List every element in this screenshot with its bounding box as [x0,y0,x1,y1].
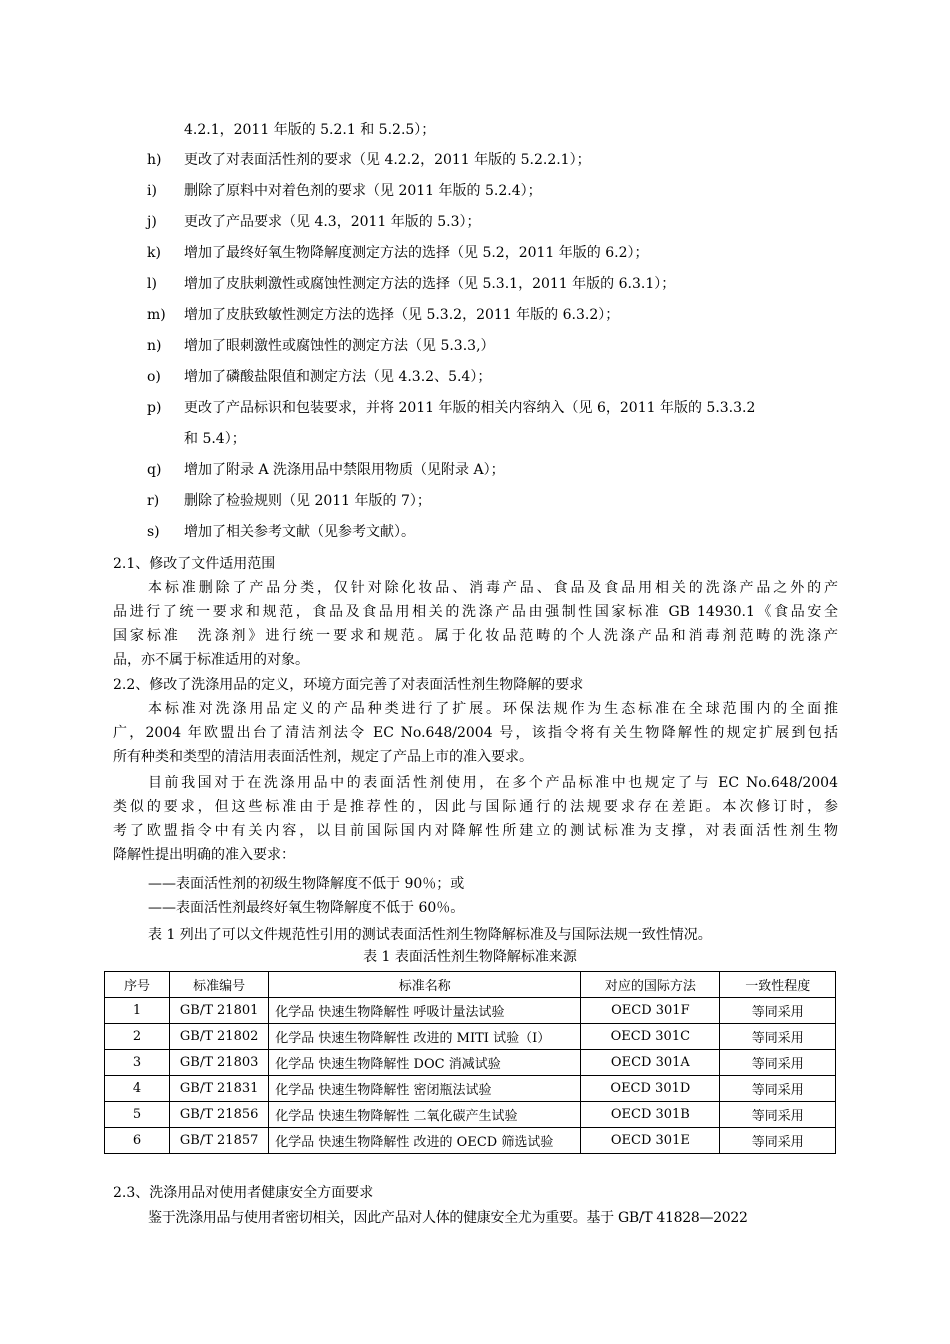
table-header-cell: 标准名称 [269,972,581,998]
paragraph-line: 本标准对洗涤用品定义的产品种类进行了扩展。环保法规作为生态标准在全球范围内的全面推 [148,701,838,717]
requirement-bullet: ——表面活性剂最终好氧生物降解度不低于 60％。 [148,900,465,916]
list-item-text: 增加了皮肤致敏性测定方法的选择（见 5.3.2，2011 年版的 6.3.2）； [184,307,620,323]
list-item-label: p) [147,400,162,416]
table-header-cell: 一致性程度 [720,972,836,998]
table-cell: 等同采用 [720,1128,836,1154]
paragraph-line: 目前我国对于在洗涤用品中的表面活性剂使用，在多个产品标准中也规定了与 EC No.648/2004 [148,775,838,791]
list-item-text: 增加了相关参考文献（见参考文献）。 [184,524,415,540]
section-heading-2-1: 2.1、修改了文件适用范围 [113,556,276,572]
table-row [105,998,836,1024]
paragraph-line: 类似的要求，但这些标准由于是推荐性的，因此与国际通行的法规要求存在差距。本次修订时，参 [113,799,838,815]
paragraph-line: 广，2004 年欧盟出台了清洁剂法令 EC No.648/2004 号，该指令将有关生物降解性的规定扩展到包括 [113,725,838,741]
table-cell: 化学品 快速生物降解性 二氧化碳产生试验 [269,1102,581,1128]
section-heading-2-3: 2.3、洗涤用品对使用者健康安全方面要求 [113,1185,374,1201]
table-cell: GB/T 21831 [170,1076,269,1102]
table-row [105,1024,836,1050]
paragraph-line: 降解性提出明确的准入要求： [113,847,295,863]
list-continuation: 4.2.1，2011 年版的 5.2.1 和 5.2.5）； [184,122,436,138]
list-item-label: m) [147,307,166,323]
table-cell: 6 [105,1128,170,1154]
section-heading-2-2: 2.2、修改了洗涤用品的定义，环境方面完善了对表面活性剂生物降解的要求 [113,677,584,693]
table-cell: OECD 301A [581,1050,720,1076]
list-item-label: l) [147,276,157,292]
list-item-text: 更改了产品要求（见 4.3，2011 年版的 5.3）； [184,214,481,230]
table-cell: GB/T 21803 [170,1050,269,1076]
table-cell: 化学品 快速生物降解性 改进的 OECD 筛选试验 [269,1128,581,1154]
table-row [105,1102,836,1128]
list-item-label: h) [147,152,162,168]
paragraph-line: 品进行了统一要求和规范，食品及食品用相关的洗涤产品由强制性国家标准 GB 14930.1《食品安全 [113,604,838,620]
list-item-text: 增加了眼刺激性或腐蚀性的测定方法（见 5.3.3,） [184,338,495,354]
table-cell: 1 [105,998,170,1024]
table-cell: 等同采用 [720,1076,836,1102]
table-cell: GB/T 21857 [170,1128,269,1154]
table-caption: 表 1 表面活性剂生物降解标准来源 [363,949,577,965]
list-item-text: 增加了皮肤刺激性或腐蚀性测定方法的选择（见 5.3.1，2011 年版的 6.3.1）； [184,276,676,292]
paragraph-line: 品，亦不属于标准适用的对象。 [113,652,309,668]
list-item-text: 更改了产品标识和包装要求，并将 2011 年版的相关内容纳入（见 6，2011 年版的 5.3.3.2 [184,400,756,416]
table-cell: OECD 301F [581,998,720,1024]
biodegradation-standards-table [104,971,836,1154]
list-item-label: i) [147,183,157,199]
table-cell: 3 [105,1050,170,1076]
table-cell: GB/T 21856 [170,1102,269,1128]
table-cell: GB/T 21801 [170,998,269,1024]
list-item-label: k) [147,245,161,261]
list-item-text: 增加了附录 A 洗涤用品中禁限用物质（见附录 A）； [184,462,505,478]
table-row [105,1050,836,1076]
list-item-label: s) [147,524,160,540]
list-item-label: r) [147,493,160,509]
table-cell: GB/T 21802 [170,1024,269,1050]
list-item-text: 更改了对表面活性剂的要求（见 4.2.2，2011 年版的 5.2.2.1）； [184,152,591,168]
table-cell: OECD 301D [581,1076,720,1102]
table-cell: 等同采用 [720,1024,836,1050]
table-header-cell: 序号 [105,972,170,998]
table-cell: 等同采用 [720,998,836,1024]
table-cell: 化学品 快速生物降解性 DOC 消减试验 [269,1050,581,1076]
list-item-label: q) [147,462,162,478]
paragraph-line: 国家标准 洗涤剂》进行统一要求和规范。属于化妆品范畴的个人洗涤产品和消毒剂范畴的洗涤产 [113,628,838,644]
table-cell: 4 [105,1076,170,1102]
list-item-text: 删除了检验规则（见 2011 年版的 7）； [184,493,431,509]
paragraph-line: 本标准删除了产品分类，仅针对除化妆品、消毒产品、食品及食品用相关的洗涤产品之外的产 [148,580,838,596]
list-item-label: j) [147,214,157,230]
paragraph-line: 所有种类和类型的清洁用表面活性剂，规定了产品上市的准入要求。 [113,749,533,765]
table-cell: 化学品 快速生物降解性 密闭瓶法试验 [269,1076,581,1102]
list-item-label: o) [147,369,161,385]
table-cell: 2 [105,1024,170,1050]
list-item-text: 增加了最终好氧生物降解度测定方法的选择（见 5.2，2011 年版的 6.2）； [184,245,649,261]
table-cell: OECD 301E [581,1128,720,1154]
list-item-text: 删除了原料中对着色剂的要求（见 2011 年版的 5.2.4）； [184,183,542,199]
table-cell: 5 [105,1102,170,1128]
table-cell: 等同采用 [720,1102,836,1128]
list-item-continuation: 和 5.4）； [184,431,246,447]
table-cell: 化学品 快速生物降解性 呼吸计量法试验 [269,998,581,1024]
table-cell: OECD 301B [581,1102,720,1128]
table-cell: 化学品 快速生物降解性 改进的 MITI 试验（I） [269,1024,581,1050]
table-cell: OECD 301C [581,1024,720,1050]
paragraph-line: 考了欧盟指令中有关内容，以目前国际国内对降解性所建立的测试标准为支撑，对表面活性剂生物 [113,823,838,839]
list-item-label: n) [147,338,162,354]
table-intro: 表 1 列出了可以文件规范性引用的测试表面活性剂生物降解标准及与国际法规一致性情况。 [148,927,712,943]
table-row [105,1128,836,1154]
list-item-text: 增加了磷酸盐限值和测定方法（见 4.3.2、5.4）； [184,369,492,385]
section-2-3-paragraph-line: 鉴于洗涤用品与使用者密切相关，因此产品对人体的健康安全尤为重要。基于 GB/T 41828—2022 [148,1210,748,1226]
table-cell: 等同采用 [720,1050,836,1076]
table-header-cell: 标准编号 [170,972,269,998]
table-header-row [105,972,836,998]
requirement-bullet: ——表面活性剂的初级生物降解度不低于 90％；或 [148,876,465,892]
table-header-cell: 对应的国际方法 [581,972,720,998]
table-row [105,1076,836,1102]
